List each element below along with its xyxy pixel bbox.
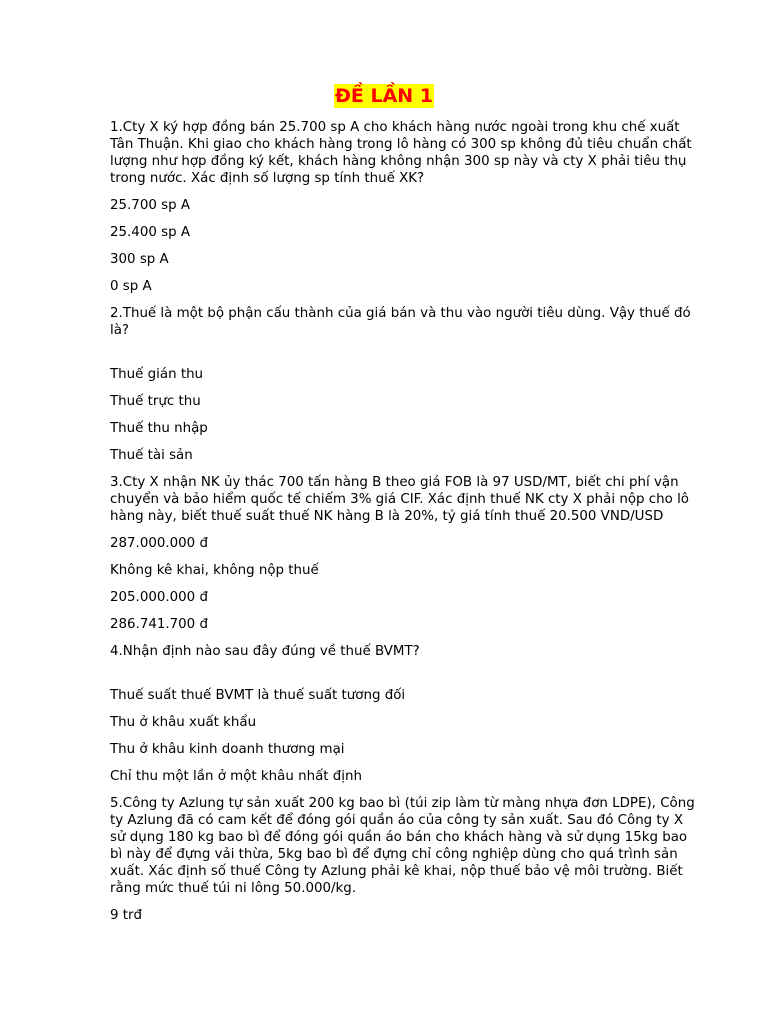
document-title: ĐỀ LẦN 1: [334, 85, 434, 107]
question-4-text: 4.Nhận định nào sau đây đúng về thuế BVMT?: [110, 644, 420, 659]
question-1-option-d: 0 sp A: [110, 279, 152, 294]
question-2-option-c: Thuế thu nhập: [110, 421, 208, 436]
question-3-option-c: 205.000.000 đ: [110, 590, 208, 605]
question-1-option-b: 25.400 sp A: [110, 225, 191, 240]
question-4-option-b: Thu ở khâu xuất khẩu: [110, 715, 257, 730]
question-2-option-d: Thuế tài sản: [110, 448, 193, 463]
question-4-option-a: Thuế suất thuế BVMT là thuế suất tương đối: [110, 688, 406, 703]
question-4-option-c: Thu ở khâu kinh doanh thương mại: [110, 742, 345, 757]
question-3-text: 3.Cty X nhận NK ủy thác 700 tấn hàng B theo giá FOB là 97 USD/MT, biết chi phí vận chuyển và bảo hiểm quốc tế chiếm 3% giá CIF. Xác định thuế NK cty X phải nộp cho lô hàng này, biết thuế suất thuế NK hàng B là 20%, tỷ giá tính thuế 20.500 VND/USD: [110, 475, 689, 524]
question-5-option-a: 9 trđ: [110, 908, 143, 923]
question-3-option-d: 286.741.700 đ: [110, 617, 208, 632]
question-2-option-a: Thuế gián thu: [110, 367, 204, 382]
question-1-text: 1.Cty X ký hợp đồng bán 25.700 sp A cho khách hàng nước ngoài trong khu chế xuất Tân Thuận. Khi giao cho khách hàng trong lô hàng có 300 sp không đủ tiêu chuẩn chất lượng như hợp đồng ký kết, khách hàng không nhận 300 sp này và cty X phải tiêu thụ trong nước. Xác định số lượng sp tính thuế XK?: [110, 120, 692, 186]
title-container: [0, 84, 768, 108]
question-2-option-b: Thuế trực thu: [110, 394, 201, 409]
question-3-option-b: Không kê khai, không nộp thuế: [110, 563, 319, 578]
question-1-option-a: 25.700 sp A: [110, 198, 191, 213]
question-3-option-a: 287.000.000 đ: [110, 536, 208, 551]
question-1-option-c: 300 sp A: [110, 252, 169, 267]
question-list: [110, 119, 700, 934]
question-4-option-d: Chỉ thu một lần ở một khâu nhất định: [110, 769, 362, 784]
question-5-text: 5.Công ty Azlung tự sản xuất 200 kg bao bì (túi zip làm từ màng nhựa đơn LDPE), Công ty Azlung đã có cam kết để đóng gói quần áo của công ty sản xuất. Sau đó Công ty X sử dụng 180 kg bao bì để đóng gói quần áo bán cho khách hàng và sử dụng 15kg bao bì này để đựng vải thừa, 5kg bao bì để đựng chỉ công nghiệp dùng cho quá trình sản xuất. Xác định số thuế Công ty Azlung phải kê khai, nộp thuế bảo vệ môi trường. Biết rằng mức thuế túi ni lông 50.000/kg.: [110, 796, 695, 896]
question-2-text: 2.Thuế là một bộ phận cấu thành của giá bán và thu vào người tiêu dùng. Vậy thuế đó là?: [110, 306, 691, 338]
